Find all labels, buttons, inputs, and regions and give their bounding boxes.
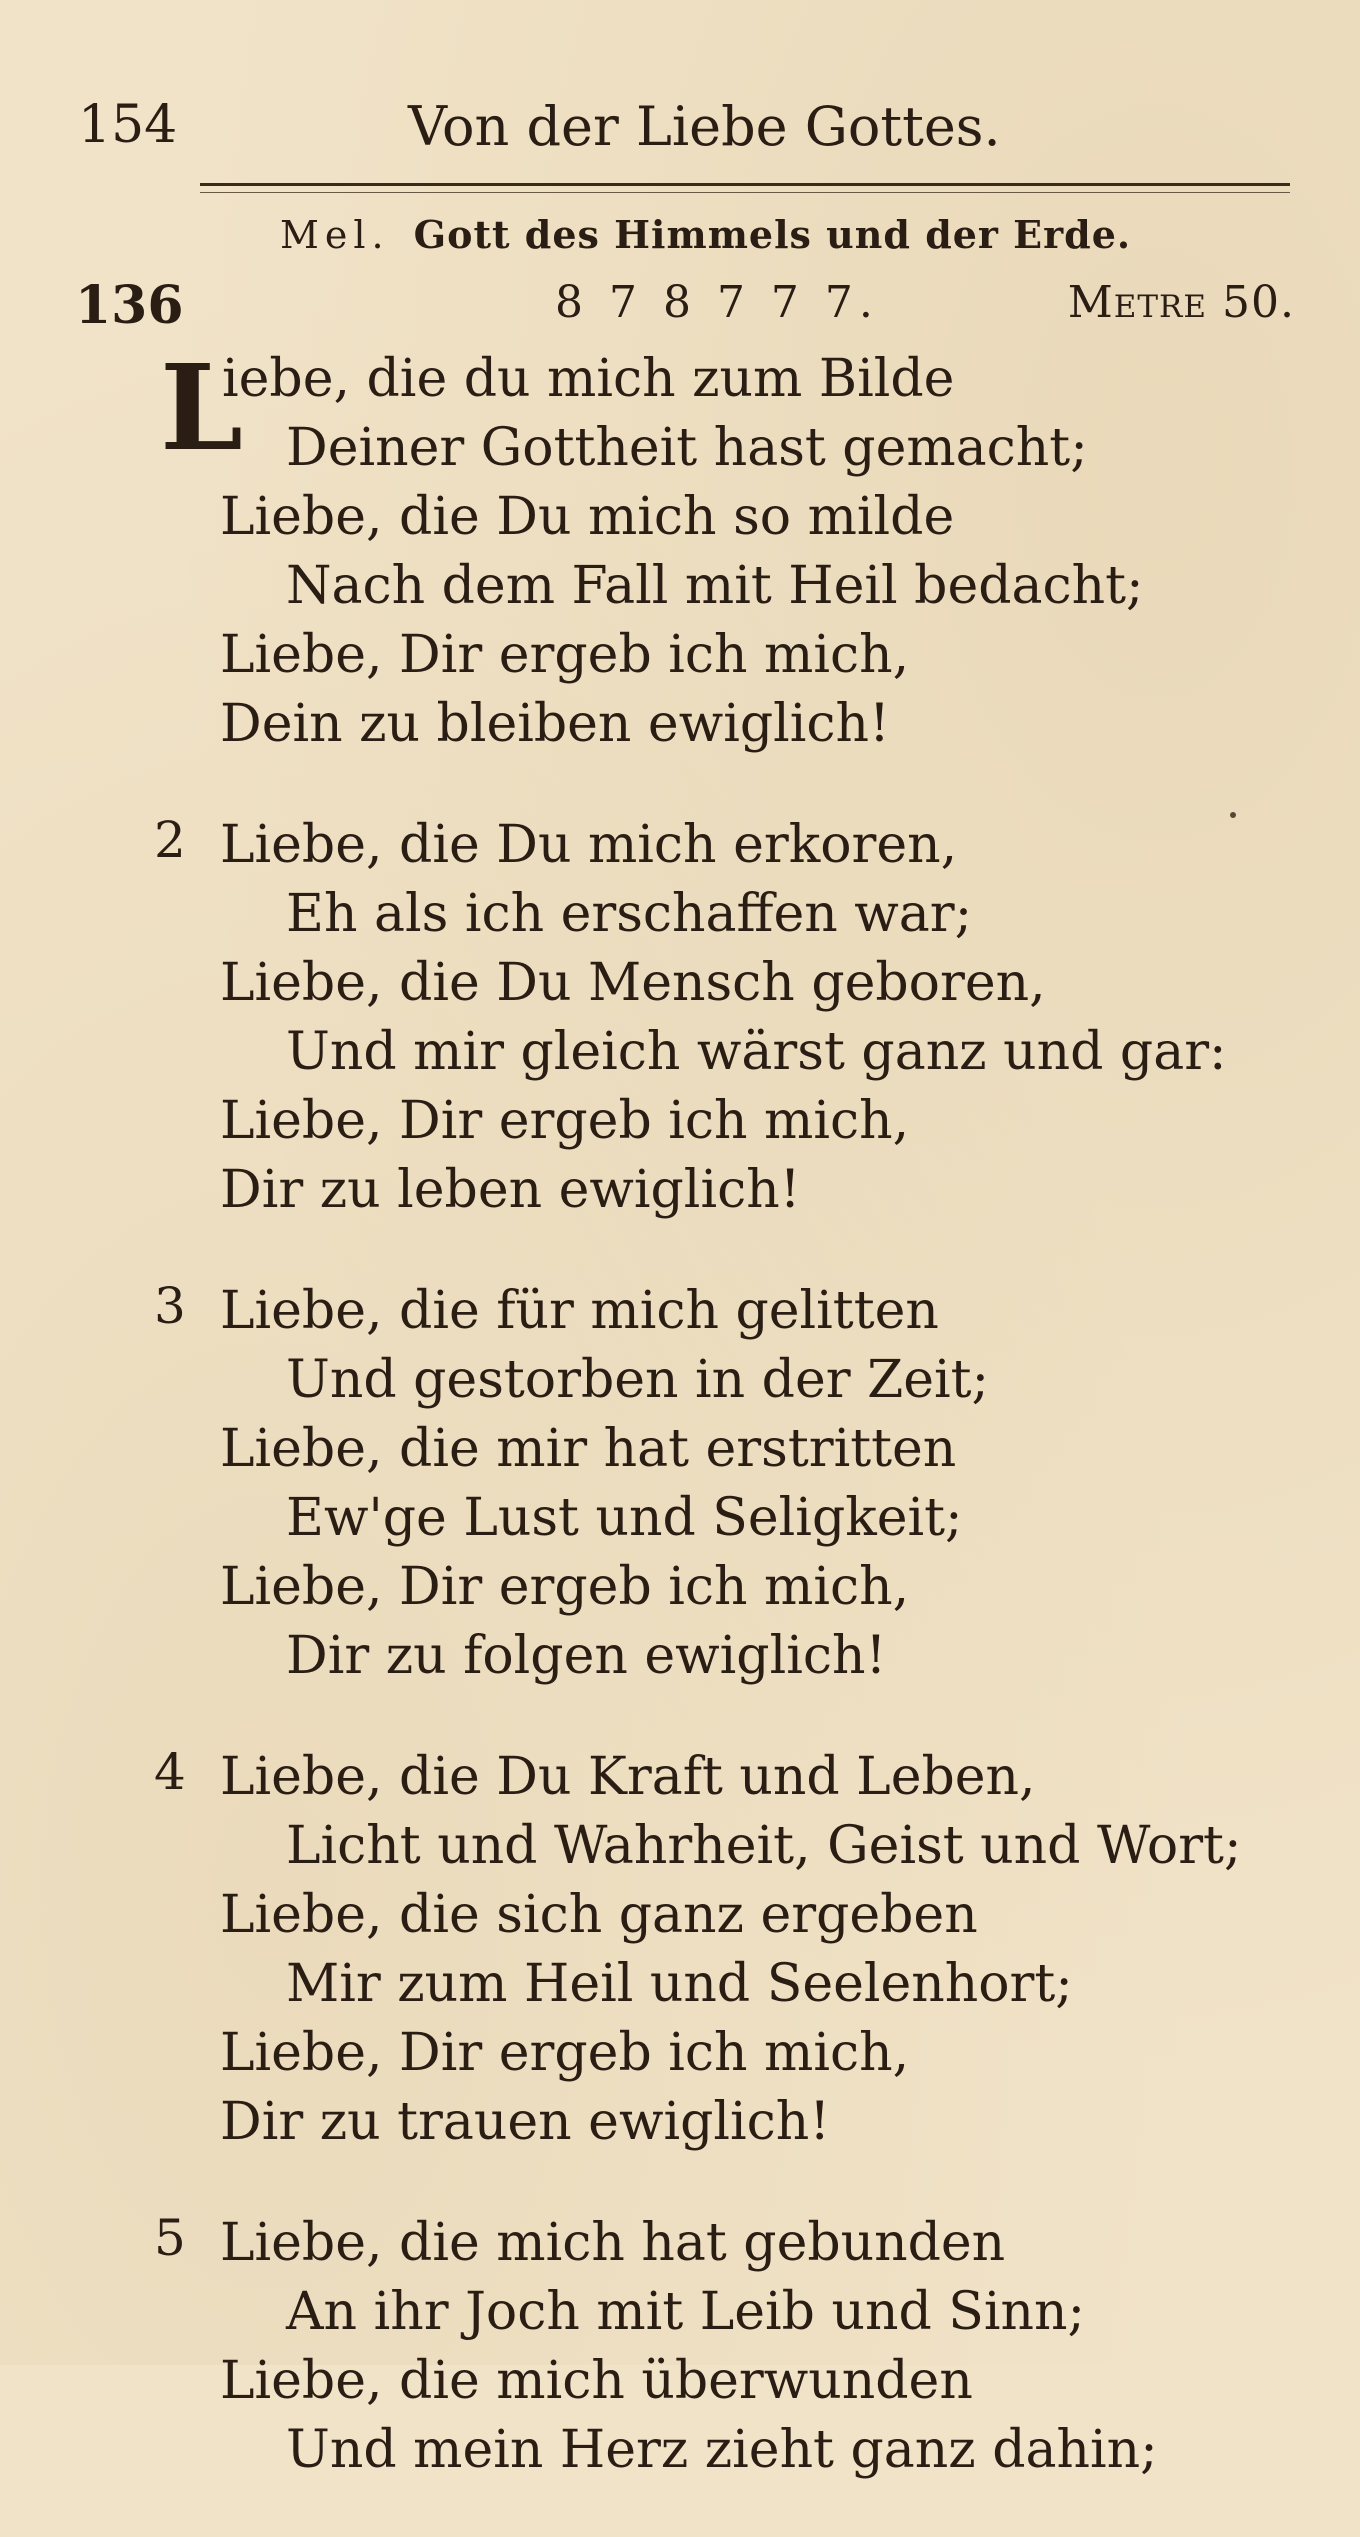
- verse-line: Und gestorben in der Zeit;: [286, 1350, 990, 1410]
- ink-speck: [1230, 812, 1236, 818]
- verse-line: Nach dem Fall mit Heil bedacht;: [286, 556, 1144, 616]
- meter-numbers: 8 7 8 7 7 7.: [555, 277, 879, 328]
- verse-line: Mir zum Heil und Seelenhort;: [286, 1954, 1073, 2014]
- verse-line: Und mir gleich wärst ganz und gar:: [286, 1022, 1227, 1082]
- drop-cap: L: [160, 338, 243, 477]
- verse-line: iebe, die du mich zum Bilde: [222, 349, 955, 409]
- verse-1: [160, 338, 1290, 759]
- verse-line: Liebe, Dir ergeb ich mich,: [220, 1091, 910, 1151]
- verse-2: [154, 811, 1290, 1225]
- page-header: [78, 95, 1288, 165]
- melody-line: [280, 212, 1131, 257]
- verse-line: Licht und Wahrheit, Geist und Wort;: [286, 1816, 1242, 1876]
- page-number: 154: [78, 95, 178, 155]
- verse-number: 5: [154, 2209, 186, 2267]
- hymn-number: 136: [75, 275, 184, 336]
- verse-line: Und mein Herz zieht ganz dahin;: [286, 2420, 1158, 2480]
- verse-line: Dein zu bleiben ewiglich!: [220, 694, 890, 754]
- header-rule: [200, 183, 1290, 186]
- verse-line: Dir zu trauen ewiglich!: [220, 2092, 831, 2152]
- verse-4: [154, 1743, 1290, 2157]
- verse-line: Liebe, die Du mich erkoren,: [220, 815, 958, 875]
- verse-line: Liebe, die mich überwunden: [220, 2351, 973, 2411]
- verse-line: Dir zu leben ewiglich!: [220, 1160, 801, 1220]
- verse-line: Liebe, Dir ergeb ich mich,: [220, 1557, 910, 1617]
- verse-line: Liebe, Dir ergeb ich mich,: [220, 2023, 910, 2083]
- verse-line: Liebe, Dir ergeb ich mich,: [220, 625, 910, 685]
- verse-line: Liebe, die mich hat gebunden: [220, 2213, 1006, 2273]
- melody-tune: Gott des Himmels und der Erde.: [413, 212, 1132, 257]
- verse-line: Liebe, die sich ganz ergeben: [220, 1885, 978, 1945]
- verse-line: An ihr Joch mit Leib und Sinn;: [286, 2282, 1086, 2342]
- hymn-heading: [75, 275, 1295, 335]
- verse-5: [154, 2209, 1290, 2485]
- verse-line: Eh als ich erschaffen war;: [286, 884, 973, 944]
- verse-3: [154, 1277, 1290, 1691]
- verses: [154, 338, 1290, 2537]
- verse-line: Liebe, die für mich gelitten: [220, 1281, 939, 1341]
- melody-label: Mel.: [280, 213, 390, 257]
- meter-label: Metre 50.: [1067, 277, 1295, 328]
- verse-number: 2: [154, 811, 186, 869]
- running-title: Von der Liebe Gottes.: [408, 95, 1001, 158]
- verse-line: Liebe, die mir hat erstritten: [220, 1419, 957, 1479]
- verse-line: Ew'ge Lust und Seligkeit;: [286, 1488, 963, 1548]
- verse-line: Liebe, die Du Kraft und Leben,: [220, 1747, 1036, 1807]
- verse-line: Deiner Gottheit hast gemacht;: [286, 418, 1088, 478]
- header-rule-thin: [200, 192, 1290, 193]
- verse-line: Dir zu folgen ewiglich!: [286, 1626, 887, 1686]
- verse-line: Liebe, die Du Mensch geboren,: [220, 953, 1046, 1013]
- verse-number: 3: [154, 1277, 186, 1335]
- verse-number: 4: [154, 1743, 186, 1801]
- verse-line: Liebe, die Du mich so milde: [220, 487, 955, 547]
